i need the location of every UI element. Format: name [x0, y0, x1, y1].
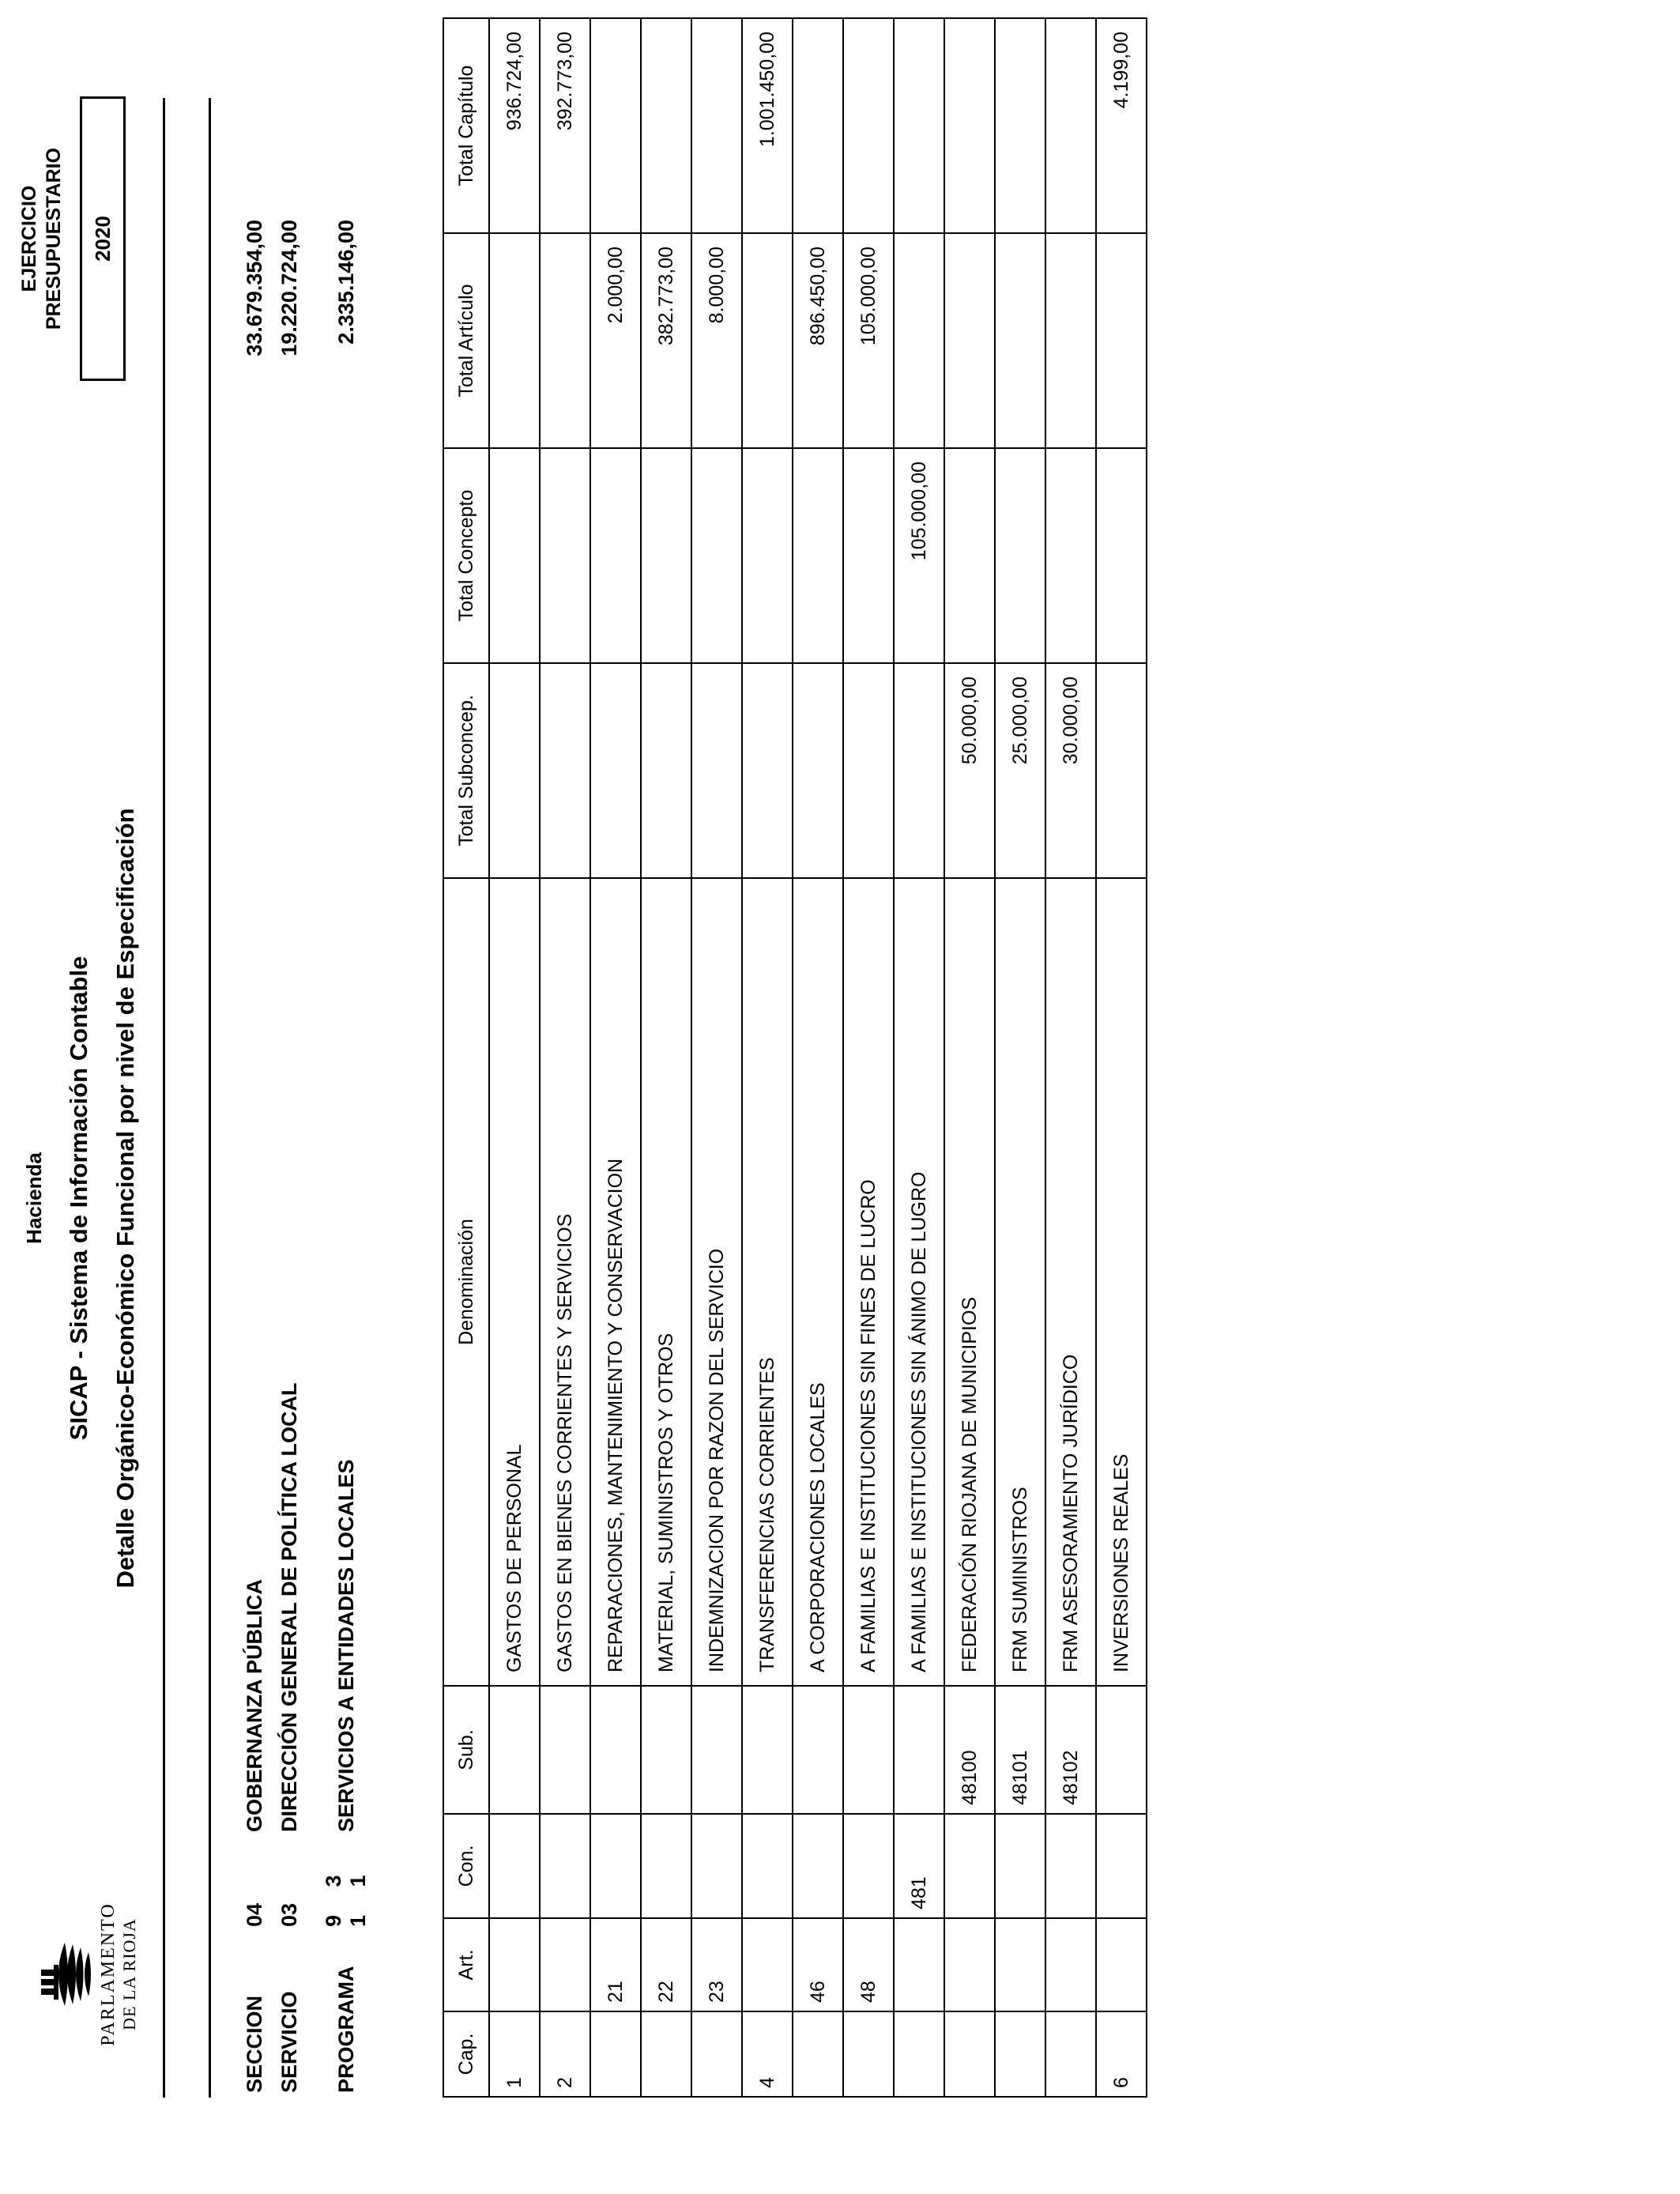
cell-total-articulo: 896.450,00 [793, 233, 843, 448]
cell-total-subconcepto [641, 663, 691, 878]
cell-total-subconcepto [540, 663, 590, 878]
programa-name: SERVICIOS A ENTIDADES LOCALES [333, 1459, 358, 1832]
servicio-amount: 19.220.724,00 [277, 220, 301, 356]
cell-cap: 6 [1096, 2011, 1147, 2097]
cell-sub [793, 1686, 843, 1814]
cell-total-capitulo: 1.001.450,00 [742, 18, 793, 233]
column-header-total-concepto: Total Concepto [443, 448, 489, 663]
cell-art: 48 [843, 1918, 894, 2011]
cell-denominacion: A FAMILIAS E INSTITUCIONES SIN FINES DE LUCRO [843, 878, 894, 1686]
cell-sub: 48102 [1045, 1686, 1096, 1814]
cell-total-subconcepto: 50.000,00 [944, 663, 995, 878]
cell-total-capitulo [1045, 18, 1096, 233]
column-header-cap: Cap. [443, 2011, 489, 2097]
table-row [1045, 18, 1096, 2097]
cell-sub [894, 1686, 944, 1814]
table-row [641, 18, 691, 2097]
table-body [489, 18, 1147, 2097]
cell-total-capitulo: 392.773,00 [540, 18, 590, 233]
cell-denominacion: MATERIAL, SUMINISTROS Y OTROS [641, 878, 691, 1686]
cell-cap [995, 2011, 1045, 2097]
cell-cap: 1 [489, 2011, 540, 2097]
logo-line2: DE LA RIOJA [119, 1918, 139, 2030]
cell-total-articulo: 382.773,00 [641, 233, 691, 448]
cell-cap: 4 [742, 2011, 793, 2097]
cell-total-articulo [944, 233, 995, 448]
cell-total-concepto [742, 448, 793, 663]
cell-total-subconcepto [489, 663, 540, 878]
fiscal-year-label-1: EJERCICIO [18, 185, 40, 292]
cell-art [894, 1918, 944, 2011]
budget-detail-table [443, 17, 1147, 2098]
table-row [843, 18, 894, 2097]
seccion-label: SECCION [242, 1995, 266, 2093]
cell-art: 46 [793, 1918, 843, 2011]
seccion-code: 04 [242, 1902, 266, 1927]
cell-con [995, 1814, 1045, 1918]
table-row [742, 18, 793, 2097]
column-header-total-capitulo: Total Capítulo [443, 18, 489, 233]
header-divider-1 [163, 98, 165, 2098]
title-spacer-1 [44, 574, 66, 1823]
cell-denominacion: A CORPORACIONES LOCALES [793, 878, 843, 1686]
programa-code: 9 3 1 1 [322, 1864, 370, 1927]
cell-total-concepto: 105.000,00 [894, 448, 944, 663]
cell-total-concepto [540, 448, 590, 663]
cell-art [742, 1918, 793, 2011]
cell-con [742, 1814, 793, 1918]
servicio-name: DIRECCIÓN GENERAL DE POLÍTICA LOCAL [277, 1382, 301, 1832]
table-row [691, 18, 742, 2097]
column-header-con: Con. [443, 1814, 489, 1918]
cell-con [944, 1814, 995, 1918]
cell-denominacion: GASTOS DE PERSONAL [489, 878, 540, 1686]
cell-total-subconcepto [894, 663, 944, 878]
table-row [894, 18, 944, 2097]
cell-total-capitulo [691, 18, 742, 233]
cell-total-concepto [944, 448, 995, 663]
cell-art [1096, 1918, 1147, 2011]
cell-sub [489, 1686, 540, 1814]
cell-total-articulo [995, 233, 1045, 448]
cell-con [641, 1814, 691, 1918]
identification-block [237, 196, 370, 2093]
cell-total-subconcepto [1096, 663, 1147, 878]
cell-con [590, 1814, 641, 1918]
servicio-row [272, 196, 307, 2093]
cell-denominacion: INDEMNIZACION POR RAZON DEL SERVICIO [691, 878, 742, 1686]
cell-art [995, 1918, 1045, 2011]
cell-con [793, 1814, 843, 1918]
cell-cap: 2 [540, 2011, 590, 2097]
cell-con [540, 1814, 590, 1918]
cell-total-concepto [590, 448, 641, 663]
cell-total-articulo [489, 233, 540, 448]
fiscal-year-label-2: PRESUPUESTARIO [43, 147, 66, 330]
cell-con [843, 1814, 894, 1918]
report-subtitle: Detalle Orgánico-Económico Funcional por nivel de Especificación [111, 808, 139, 1589]
table-row [995, 18, 1045, 2097]
cell-total-capitulo [995, 18, 1045, 233]
cell-total-capitulo [894, 18, 944, 233]
cell-total-subconcepto: 30.000,00 [1045, 663, 1096, 878]
table-header-row [443, 18, 489, 2097]
cell-denominacion: REPARACIONES, MANTENIMIENTO Y CONSERVACION [590, 878, 641, 1686]
cell-total-concepto [641, 448, 691, 663]
cell-art: 21 [590, 1918, 641, 2011]
cell-denominacion: TRANSFERENCIAS CORRIENTES [742, 878, 793, 1686]
cell-total-articulo: 105.000,00 [843, 233, 894, 448]
cell-denominacion: GASTOS EN BIENES CORRIENTES Y SERVICIOS [540, 878, 590, 1686]
fiscal-year-block [17, 96, 126, 381]
table-header [443, 18, 489, 2097]
cell-total-subconcepto [691, 663, 742, 878]
column-header-denominacion: Denominación [443, 878, 489, 1686]
cell-total-articulo: 2.000,00 [590, 233, 641, 448]
cell-art: 23 [691, 1918, 742, 2011]
cell-total-articulo [1045, 233, 1096, 448]
cell-total-capitulo [843, 18, 894, 233]
cell-art [489, 1918, 540, 2011]
cell-sub [540, 1686, 590, 1814]
cell-total-capitulo [590, 18, 641, 233]
table-row [489, 18, 540, 2097]
table-row [793, 18, 843, 2097]
cell-total-concepto [793, 448, 843, 663]
cell-art [540, 1918, 590, 2011]
cell-total-subconcepto [843, 663, 894, 878]
cell-cap [590, 2011, 641, 2097]
table-row [1096, 18, 1147, 2097]
fiscal-year-value: 2020 [80, 96, 126, 381]
cell-total-articulo: 8.000,00 [691, 233, 742, 448]
parliament-logo [38, 1856, 156, 2093]
cell-cap [1045, 2011, 1096, 2097]
programa-row [322, 196, 370, 2093]
servicio-label: SERVICIO [277, 1991, 301, 2093]
seccion-row [237, 196, 272, 2093]
cell-cap [894, 2011, 944, 2097]
cell-con [1045, 1814, 1096, 1918]
cell-total-subconcepto: 25.000,00 [995, 663, 1045, 878]
cell-denominacion: FRM SUMINISTROS [995, 878, 1045, 1686]
cell-cap [944, 2011, 995, 2097]
cell-denominacion: INVERSIONES REALES [1096, 878, 1147, 1686]
column-header-art: Art. [443, 1918, 489, 2011]
cell-sub [1096, 1686, 1147, 1814]
report-titles [24, 574, 137, 1823]
cell-con [489, 1814, 540, 1918]
cell-total-capitulo: 4.199,00 [1096, 18, 1147, 233]
cell-sub [691, 1686, 742, 1814]
cell-cap [843, 2011, 894, 2097]
cell-con [691, 1814, 742, 1918]
programa-amount: 2.335.146,00 [333, 220, 358, 345]
cell-con [1096, 1814, 1147, 1918]
cell-total-concepto [843, 448, 894, 663]
identification-spacer [307, 196, 329, 2093]
cell-total-capitulo [641, 18, 691, 233]
cell-total-subconcepto [742, 663, 793, 878]
cell-total-concepto [995, 448, 1045, 663]
cell-denominacion: FRM ASESORAMIENTO JURÍDICO [1045, 878, 1096, 1686]
table-row [590, 18, 641, 2097]
parliament-emblem-icon [38, 1936, 95, 2012]
system-title: SICAP - Sistema de Información Contable [65, 956, 92, 1441]
cell-cap [641, 2011, 691, 2097]
logo-line1: PARLAMENTO [98, 1902, 119, 2046]
cell-total-subconcepto [793, 663, 843, 878]
servicio-code: 03 [277, 1902, 301, 1927]
cell-total-concepto [1096, 448, 1147, 663]
cell-cap [793, 2011, 843, 2097]
cell-sub [843, 1686, 894, 1814]
cell-sub: 48100 [944, 1686, 995, 1814]
column-header-total-subconcepto: Total Subconcep. [443, 663, 489, 878]
cell-total-articulo [540, 233, 590, 448]
cell-total-capitulo [944, 18, 995, 233]
cell-total-concepto [489, 448, 540, 663]
cell-total-concepto [1045, 448, 1096, 663]
cell-total-subconcepto [590, 663, 641, 878]
cell-total-capitulo [793, 18, 843, 233]
cell-cap [691, 2011, 742, 2097]
cell-art [1045, 1918, 1096, 2011]
cell-sub [641, 1686, 691, 1814]
table-row [540, 18, 590, 2097]
title-spacer-2 [91, 574, 113, 1823]
cell-art: 22 [641, 1918, 691, 2011]
cell-sub [590, 1686, 641, 1814]
cell-total-concepto [691, 448, 742, 663]
seccion-name: GOBERNANZA PÚBLICA [242, 1579, 266, 1832]
cell-denominacion: A FAMILIAS E INSTITUCIONES SIN ÁNIMO DE LUGRO [894, 878, 944, 1686]
organization-title: Hacienda [22, 1152, 46, 1244]
table-row [944, 18, 995, 2097]
cell-sub [742, 1686, 793, 1814]
cell-total-articulo [742, 233, 793, 448]
cell-total-articulo [1096, 233, 1147, 448]
programa-label: PROGRAMA [333, 1966, 358, 2093]
cell-denominacion: FEDERACIÓN RIOJANA DE MUNICIPIOS [944, 878, 995, 1686]
column-header-total-articulo: Total Artículo [443, 233, 489, 448]
cell-art [944, 1918, 995, 2011]
column-header-sub: Sub. [443, 1686, 489, 1814]
cell-sub: 48101 [995, 1686, 1045, 1814]
cell-total-articulo [894, 233, 944, 448]
header-divider-2 [209, 98, 211, 2098]
seccion-amount: 33.679.354,00 [242, 220, 266, 356]
cell-con: 481 [894, 1814, 944, 1918]
cell-total-capitulo: 936.724,00 [489, 18, 540, 233]
